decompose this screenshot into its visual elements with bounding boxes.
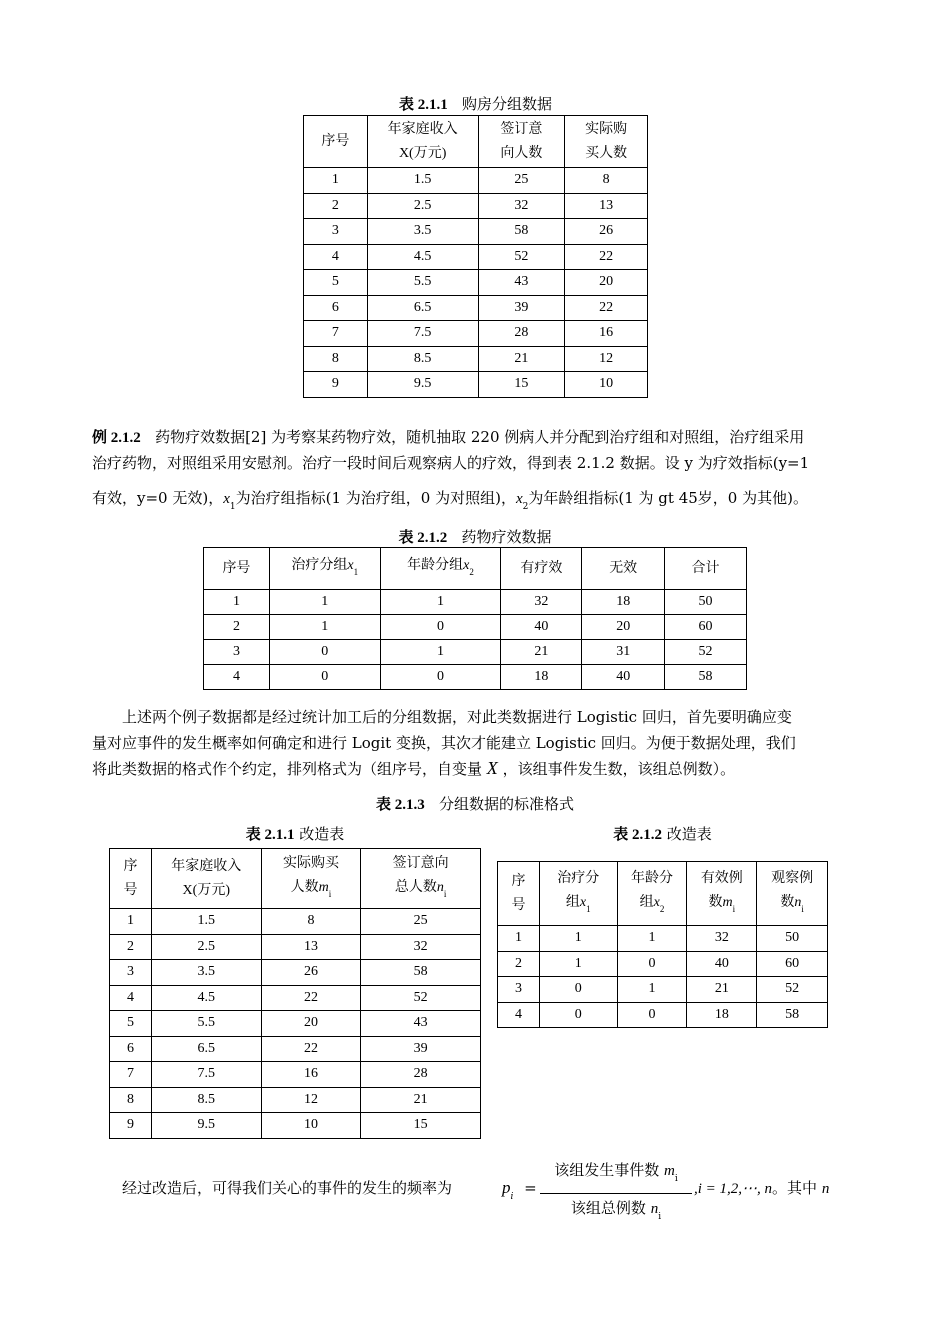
table-cell: 5.5 — [367, 270, 478, 296]
table-cell: 50 — [757, 926, 828, 952]
formula-denominator: 该组总例数 $n_i$ — [570, 1199, 662, 1222]
table-row — [204, 590, 747, 615]
table4-header-income: 年家庭收入 X(万元) — [151, 849, 261, 909]
table-cell: 1 — [539, 926, 617, 952]
table5-caption-number: 表 2.1.2 — [613, 827, 662, 843]
table-cell: 58 — [757, 1002, 828, 1028]
table-cell: 4 — [110, 985, 152, 1011]
table-cell: 3 — [204, 640, 270, 665]
table-row — [304, 321, 648, 347]
table-cell: 16 — [565, 321, 648, 347]
table-cell: 0 — [539, 977, 617, 1003]
table-row — [110, 1113, 481, 1139]
table4-header-total: 签订意向 总人数$n_i$ — [361, 849, 481, 909]
table-cell: 0 — [539, 1002, 617, 1028]
table-cell: 32 — [478, 193, 565, 219]
table-cell: 1.5 — [151, 909, 261, 935]
example-label: 例 2.1.2 — [92, 430, 141, 446]
table5-caption-title: 改造表 — [666, 825, 712, 843]
table-row — [304, 270, 648, 296]
table-cell: 0 — [380, 665, 501, 690]
table-row — [304, 346, 648, 372]
table-row — [304, 168, 648, 194]
table-cell: 18 — [582, 590, 665, 615]
table1-header-index: 序号 — [304, 116, 368, 168]
table4-caption — [109, 823, 481, 844]
table-cell: 21 — [478, 346, 565, 372]
table-row — [498, 926, 828, 952]
table-cell: 1 — [269, 590, 380, 615]
table2-body — [204, 590, 747, 690]
table-cell: 10 — [261, 1113, 361, 1139]
table-cell: 20 — [582, 615, 665, 640]
table-cell: 0 — [617, 951, 687, 977]
formula-numerator: 该组发生事件数 $m_i$ — [554, 1161, 678, 1184]
table-cell: 52 — [757, 977, 828, 1003]
table-cell: 4 — [204, 665, 270, 690]
table2-caption-title: 药物疗效数据 — [461, 528, 552, 546]
table-cell: 0 — [617, 1002, 687, 1028]
table-cell: 6.5 — [367, 295, 478, 321]
table-cell: 21 — [501, 640, 582, 665]
table-cell: 2 — [498, 951, 540, 977]
table-cell: 52 — [665, 640, 747, 665]
table-row — [110, 1036, 481, 1062]
table2-header-index: 序号 — [204, 548, 270, 590]
table-cell: 2.5 — [151, 934, 261, 960]
table-row — [498, 977, 828, 1003]
table-row — [304, 219, 648, 245]
table-cell: 7 — [110, 1062, 152, 1088]
table-cell: 1 — [204, 590, 270, 615]
table3-caption-number: 表 2.1.3 — [375, 797, 425, 813]
table-cell: 31 — [582, 640, 665, 665]
table-cell: 18 — [687, 1002, 757, 1028]
table-cell: 58 — [361, 960, 481, 986]
table-cell: 1 — [304, 168, 368, 194]
table-cell: 1 — [498, 926, 540, 952]
table-cell: 39 — [478, 295, 565, 321]
table-cell: 40 — [501, 615, 582, 640]
table-cell: 20 — [565, 270, 648, 296]
table-cell: 16 — [261, 1062, 361, 1088]
table-cell: 58 — [478, 219, 565, 245]
table4-header-index: 序 号 — [110, 849, 152, 909]
formula-lhs: $p_i$ = — [502, 1178, 537, 1202]
table-cell: 22 — [261, 1036, 361, 1062]
table-cell: 0 — [269, 640, 380, 665]
table3-caption — [300, 793, 650, 814]
table-cell: 1 — [617, 977, 687, 1003]
table5 — [497, 861, 828, 1028]
table-row — [304, 372, 648, 398]
table2-header-age: 年龄分组$x_2$ — [380, 548, 501, 590]
table-cell: 52 — [478, 244, 565, 270]
example-line-1: 例 2.1.2 药物疗效数据[2] 为考察某药物疗效，随机抽取 220 例病人并分配到治疗组和对照组，治疗组采用 — [92, 428, 805, 446]
table-cell: 39 — [361, 1036, 481, 1062]
table-cell: 10 — [565, 372, 648, 398]
table2-header-ineffective: 无效 — [582, 548, 665, 590]
table4-caption-number: 表 2.1.1 — [245, 827, 295, 843]
table-row — [204, 640, 747, 665]
table-row — [498, 951, 828, 977]
table4-caption-title: 改造表 — [299, 825, 345, 843]
table1-caption — [303, 93, 648, 114]
table-cell: 28 — [478, 321, 565, 347]
table1-body — [304, 168, 648, 398]
table2 — [203, 547, 747, 690]
table-cell: 1 — [380, 590, 501, 615]
table2-header-effective: 有疗效 — [501, 548, 582, 590]
table-cell: 12 — [261, 1087, 361, 1113]
table1-header-actual: 实际购 买人数 — [565, 116, 648, 168]
table-cell: 8.5 — [151, 1087, 261, 1113]
table-cell: 60 — [757, 951, 828, 977]
table-row — [498, 1002, 828, 1028]
table1-caption-number: 表 2.1.1 — [398, 97, 448, 113]
table-cell: 28 — [361, 1062, 481, 1088]
table-cell: 26 — [261, 960, 361, 986]
table2-header-treatment: 治疗分组$x_1$ — [269, 548, 380, 590]
table-cell: 9.5 — [367, 372, 478, 398]
formula-tail: ,i = 1,2,⋯, n。其中 n — [694, 1179, 830, 1197]
table-cell: 2 — [304, 193, 368, 219]
table-cell: 32 — [687, 926, 757, 952]
table-row — [110, 1087, 481, 1113]
table-cell: 8 — [261, 909, 361, 935]
table-cell: 18 — [501, 665, 582, 690]
table-cell: 32 — [501, 590, 582, 615]
table-cell: 3 — [498, 977, 540, 1003]
table1 — [303, 115, 648, 398]
table-cell: 1.5 — [367, 168, 478, 194]
table-cell: 13 — [565, 193, 648, 219]
table-cell: 3 — [304, 219, 368, 245]
table1-caption-title: 购房分组数据 — [462, 95, 553, 113]
table-cell: 6 — [110, 1036, 152, 1062]
formula-intro: 经过改造后，可得我们关心的事件的发生的频率为 — [122, 1179, 453, 1197]
table-cell: 0 — [269, 665, 380, 690]
table-cell: 13 — [261, 934, 361, 960]
table1-header-intent: 签订意 向人数 — [478, 116, 565, 168]
table-cell: 9.5 — [151, 1113, 261, 1139]
table-cell: 8 — [110, 1087, 152, 1113]
formula-fraction — [540, 1158, 692, 1229]
table-cell: 43 — [478, 270, 565, 296]
table2-caption — [203, 526, 747, 547]
table-cell: 15 — [361, 1113, 481, 1139]
table-cell: 8.5 — [367, 346, 478, 372]
table-cell: 1 — [539, 951, 617, 977]
table-cell: 3.5 — [367, 219, 478, 245]
table-cell: 12 — [565, 346, 648, 372]
table-row — [304, 193, 648, 219]
table-cell: 52 — [361, 985, 481, 1011]
table-row — [204, 665, 747, 690]
example-line-2: 治疗药物，对照组采用安慰剂。治疗一段时间后观察病人的疗效，得到表 2.1.2 数据。设 y 为疗效指标(y=1 — [92, 454, 810, 472]
table-cell: 1 — [110, 909, 152, 935]
table-cell: 5 — [304, 270, 368, 296]
table5-header-age: 年龄分 组$x_2$ — [617, 862, 687, 926]
table5-header-observed: 观察例 数$n_i$ — [757, 862, 828, 926]
table-row — [110, 960, 481, 986]
table-cell: 7 — [304, 321, 368, 347]
table-cell: 22 — [565, 295, 648, 321]
table-row — [110, 934, 481, 960]
table-cell: 8 — [304, 346, 368, 372]
formula-fraction-bar — [540, 1193, 692, 1194]
table-cell: 25 — [478, 168, 565, 194]
table-row — [204, 615, 747, 640]
table2-caption-number: 表 2.1.2 — [398, 530, 448, 546]
table2-header-total: 合计 — [665, 548, 747, 590]
table4-header-actual: 实际购买 人数$m_i$ — [261, 849, 361, 909]
table-cell: 1 — [269, 615, 380, 640]
table-cell: 32 — [361, 934, 481, 960]
table-cell: 4.5 — [367, 244, 478, 270]
table-cell: 60 — [665, 615, 747, 640]
table-cell: 6.5 — [151, 1036, 261, 1062]
paragraph-line-1: 上述两个例子数据都是经过统计加工后的分组数据，对此类数据进行 Logistic 回归，首先要明确应变 — [122, 708, 792, 726]
table5-body — [498, 926, 828, 1028]
table4-body — [110, 909, 481, 1139]
table-cell: 22 — [565, 244, 648, 270]
table-row — [110, 1062, 481, 1088]
table5-header-treatment: 治疗分 组$x_1$ — [539, 862, 617, 926]
table5-caption — [497, 823, 828, 844]
table5-header-index: 序 号 — [498, 862, 540, 926]
table-row — [304, 244, 648, 270]
table-cell: 20 — [261, 1011, 361, 1037]
table-cell: 4 — [304, 244, 368, 270]
table-cell: 21 — [687, 977, 757, 1003]
table3-caption-title: 分组数据的标准格式 — [439, 795, 575, 813]
table-cell: 58 — [665, 665, 747, 690]
table4 — [109, 848, 481, 1139]
table-cell: 21 — [361, 1087, 481, 1113]
table-row — [110, 985, 481, 1011]
table-cell: 2 — [110, 934, 152, 960]
table-cell: 22 — [261, 985, 361, 1011]
table-cell: 7.5 — [151, 1062, 261, 1088]
table1-header-income: 年家庭收入 X(万元) — [367, 116, 478, 168]
table-row — [110, 909, 481, 935]
table-cell: 25 — [361, 909, 481, 935]
table-cell: 15 — [478, 372, 565, 398]
table-row — [304, 295, 648, 321]
table-cell: 4 — [498, 1002, 540, 1028]
table-cell: 26 — [565, 219, 648, 245]
table-cell: 5.5 — [151, 1011, 261, 1037]
table-cell: 2 — [204, 615, 270, 640]
table-cell: 3.5 — [151, 960, 261, 986]
table-cell: 6 — [304, 295, 368, 321]
table-cell: 3 — [110, 960, 152, 986]
table-cell: 9 — [304, 372, 368, 398]
paragraph-line-3: 将此类数据的格式作个约定，排列格式为（组序号，自变量 X ，该组事件发生数，该组总例数）。 — [92, 758, 736, 778]
paragraph-line-2: 量对应事件的发生概率如何确定和进行 Logit 变换，其次才能建立 Logistic 回归。为便于数据处理，我们 — [92, 734, 796, 752]
table-cell: 40 — [582, 665, 665, 690]
table-cell: 40 — [687, 951, 757, 977]
table-cell: 9 — [110, 1113, 152, 1139]
table-cell: 5 — [110, 1011, 152, 1037]
table-cell: 50 — [665, 590, 747, 615]
table-cell: 4.5 — [151, 985, 261, 1011]
table-cell: 0 — [380, 615, 501, 640]
table-cell: 43 — [361, 1011, 481, 1037]
table-row — [110, 1011, 481, 1037]
table-cell: 1 — [380, 640, 501, 665]
table-cell: 7.5 — [367, 321, 478, 347]
example-line-3: 有效，y=0 无效)，$x_1$为治疗组指标(1 为治疗组，0 为对照组)，$x_2$为年龄组指标(1 为 gt 45岁，0 为其他)。 — [92, 489, 808, 512]
table-cell: 8 — [565, 168, 648, 194]
table-cell: 1 — [617, 926, 687, 952]
table-cell: 2.5 — [367, 193, 478, 219]
table5-header-effective: 有效例 数$m_i$ — [687, 862, 757, 926]
